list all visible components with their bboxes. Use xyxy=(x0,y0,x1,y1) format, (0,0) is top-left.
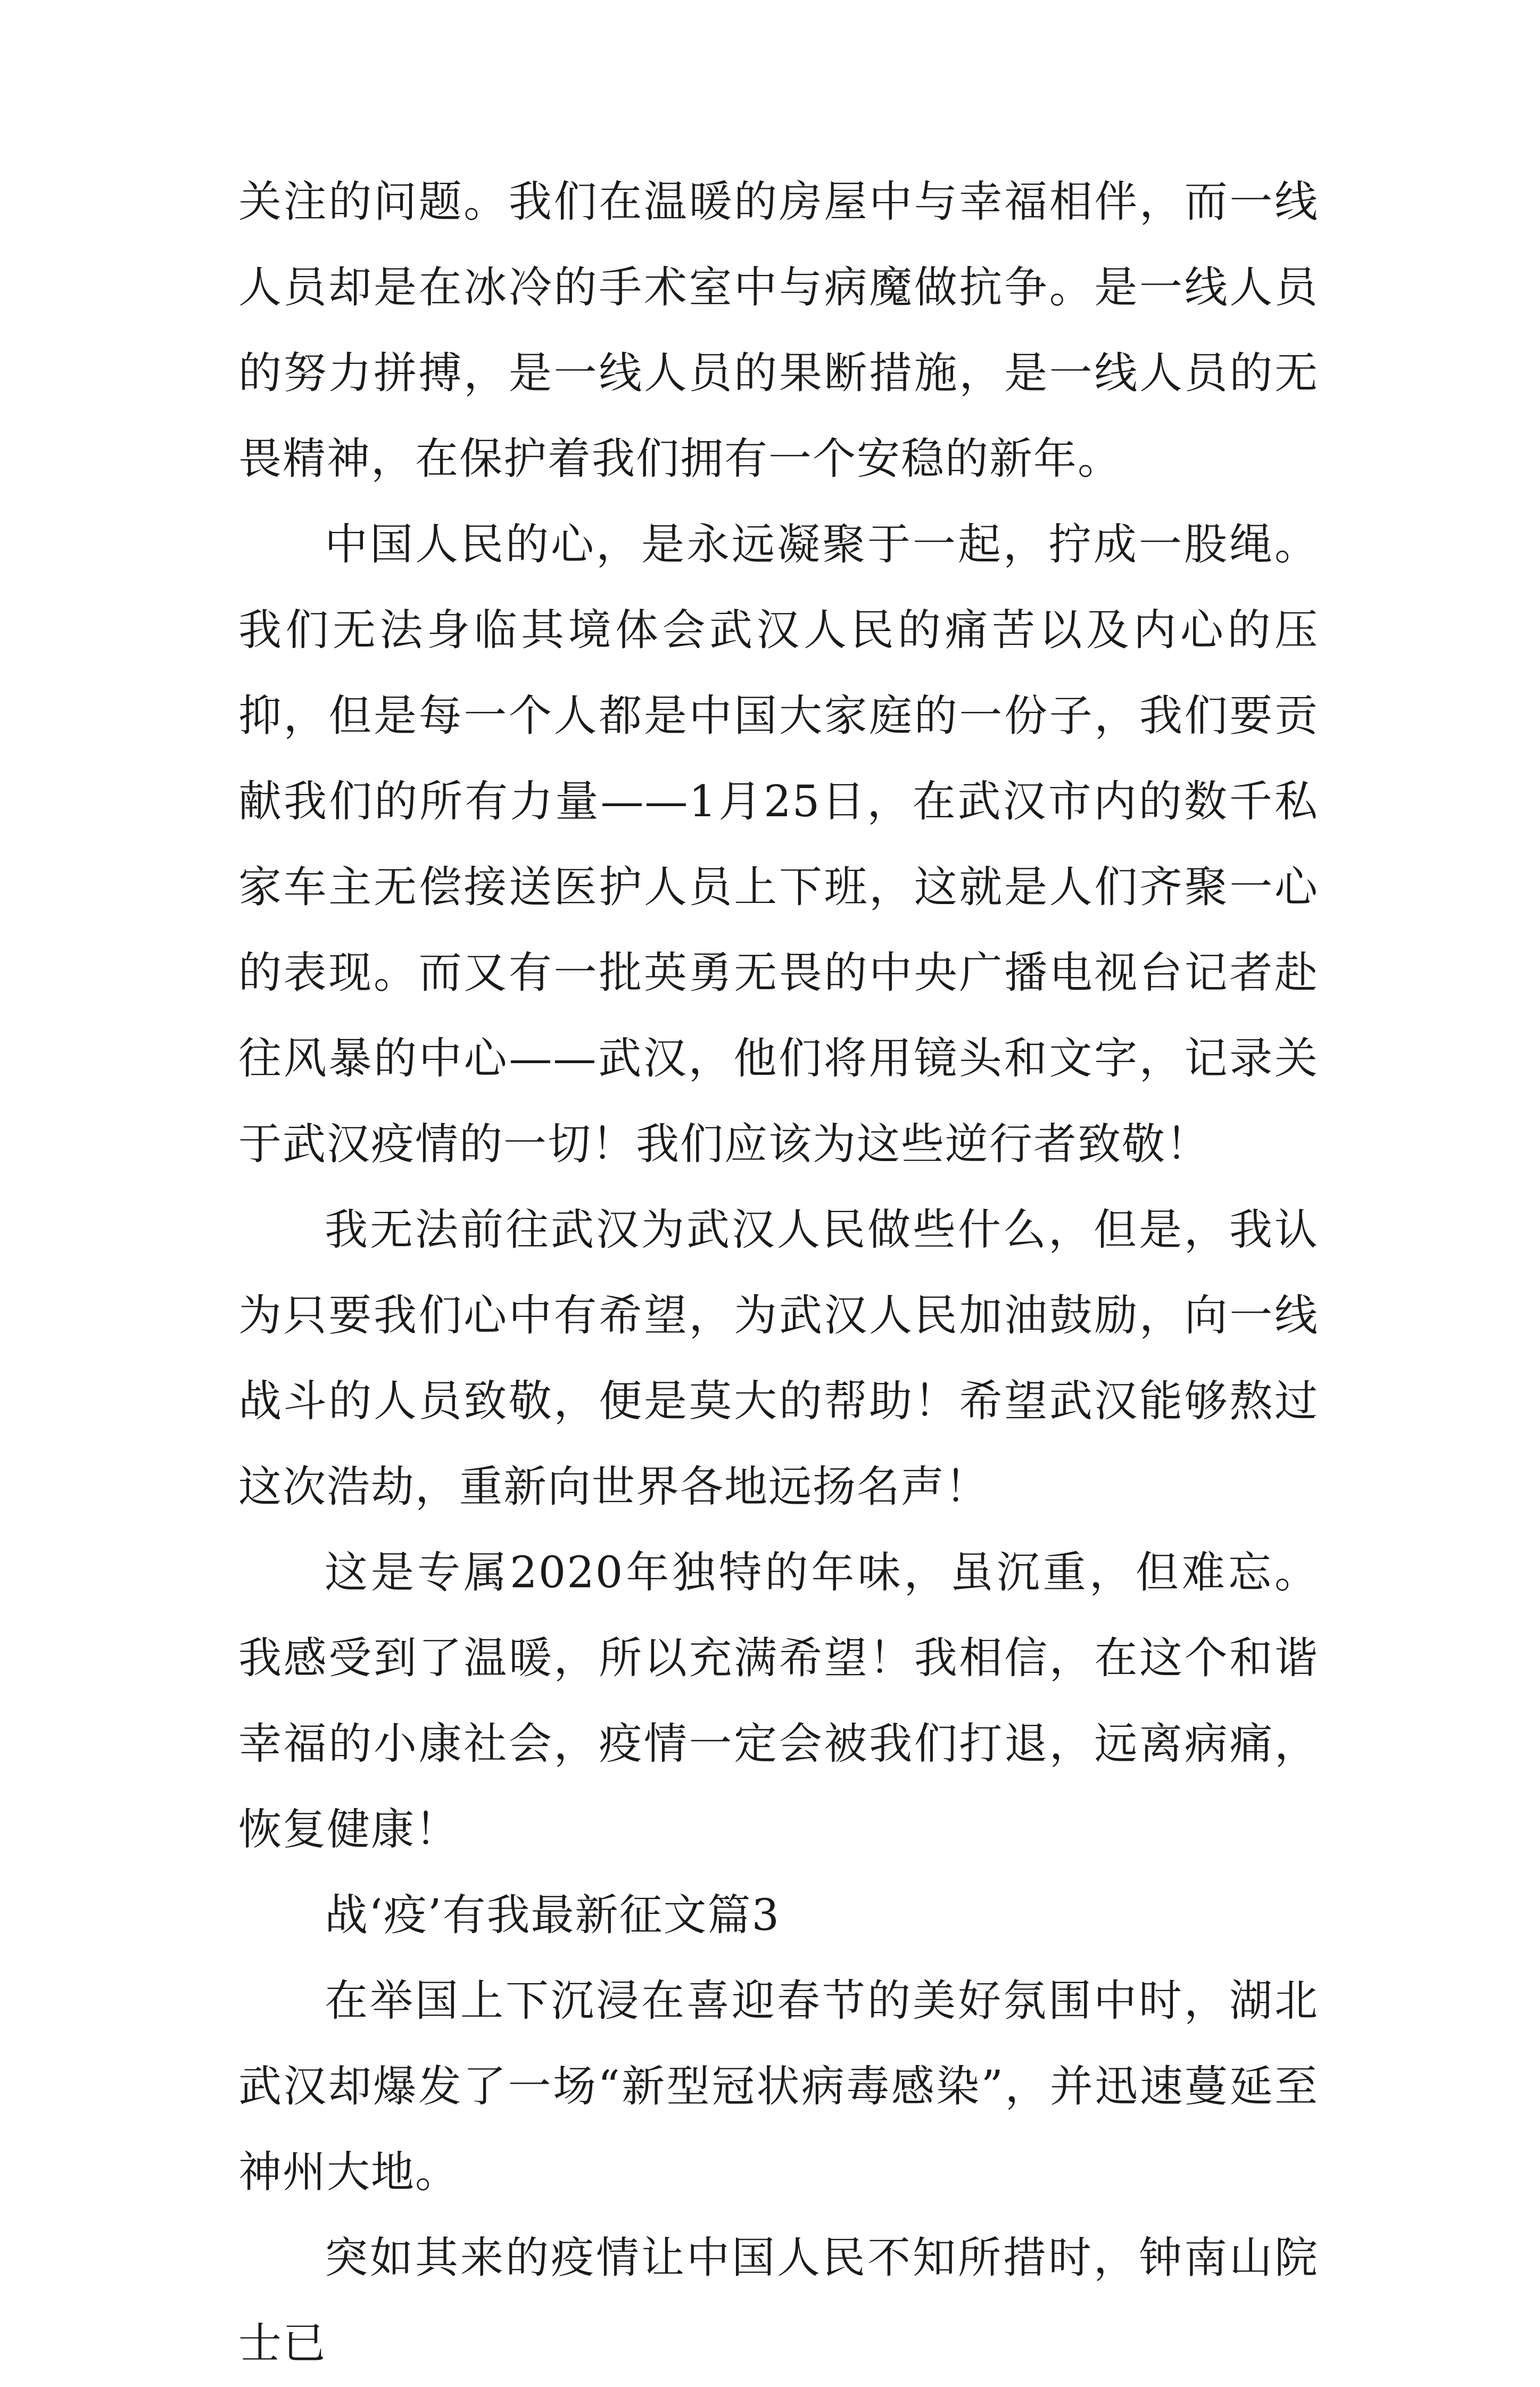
paragraph-hope: 我无法前往武汉为武汉人民做些什么，但是，我认为只要我们心中有希望，为武汉人民加油鼓励，向一线战斗的人员致敬，便是莫大的帮助！希望武汉能够熬过这次浩劫，重新向世界各地远扬名声！ xyxy=(238,1205,1319,1512)
paragraph-outbreak: 在举国上下沉浸在喜迎春节的美好氛围中时，湖北武汉却爆发了一场“新型冠状病毒感染”，并迅速蔓延至神州大地。 xyxy=(238,1976,1319,2198)
document-body xyxy=(238,160,1319,2387)
paragraph-unity: 中国人民的心，是永远凝聚于一起，拧成一股绳。我们无法身临其境体会武汉人民的痛苦以及内心的压抑，但是每一个人都是中国大家庭的一份子，我们要贡献我们的所有力量——1月25日，在武汉市内的数千私家车主无偿接送医护人员上下班，这就是人们齐聚一心的表现。而又有一批英勇无畏的中央广播电视台记者赴往风暴的中心——武汉，他们将用镜头和文字，记录关于武汉疫情的一切！我们应该为这些逆行者致敬！ xyxy=(238,520,1319,1170)
paragraph-continuation: 关注的问题。我们在温暖的房屋中与幸福相伴，而一线人员却是在冰冷的手术室中与病魔做抗争。是一线人员的努力拼搏，是一线人员的果断措施，是一线人员的无畏精神，在保护着我们拥有一个安稳的新年。 xyxy=(238,177,1319,484)
paragraph-zhong-nanshan: 突如其来的疫情让中国人民不知所措时，钟南山院士已 xyxy=(238,2233,1319,2369)
section-heading: 战‘疫’有我最新征文篇3 xyxy=(325,1891,781,1941)
paragraph-new-year: 这是专属2020年独特的年味，虽沉重，但难忘。我感受到了温暖，所以充满希望！我相信，在这个和谐幸福的小康社会，疫情一定会被我们打退，远离病痛，恢复健康！ xyxy=(238,1548,1319,1855)
